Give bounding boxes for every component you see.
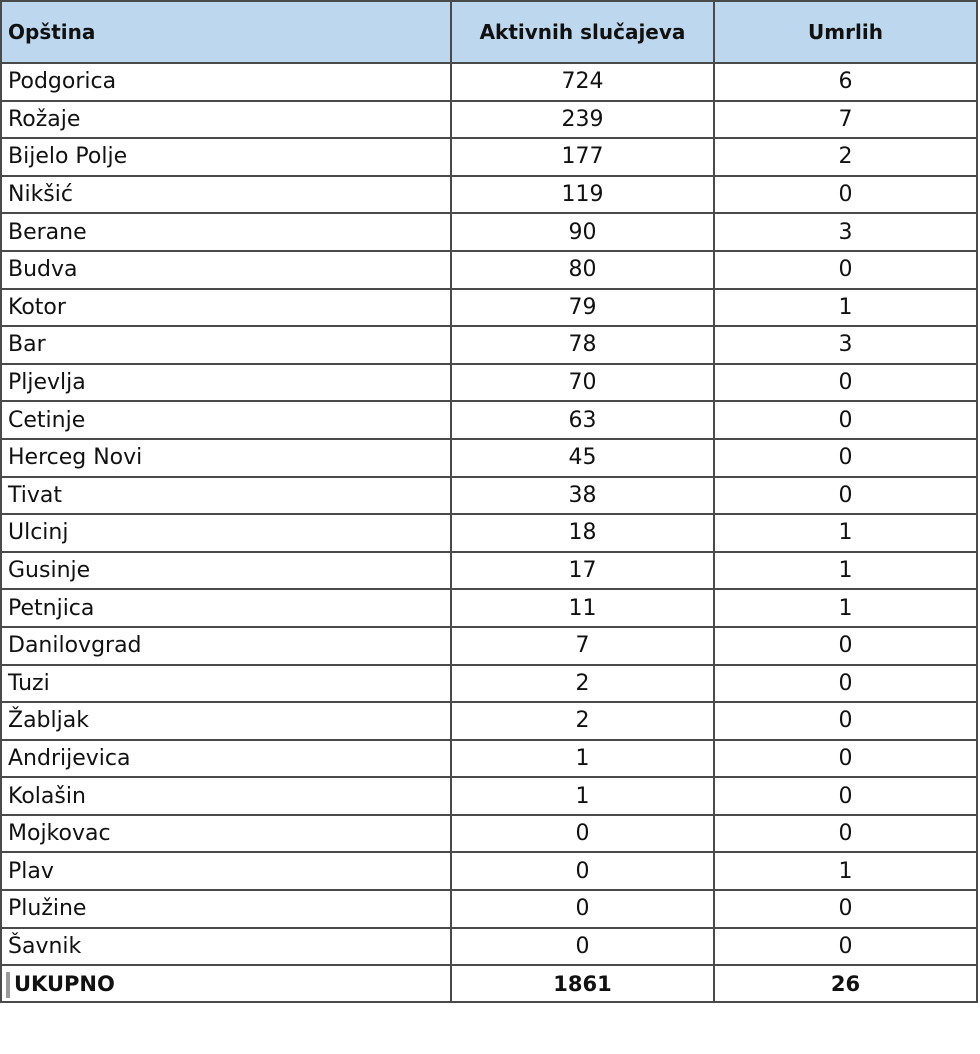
total-active-cases[interactable]: 1861 — [451, 965, 714, 1002]
deaths-cell[interactable]: 0 — [714, 401, 977, 439]
header-municipality[interactable]: Opština — [1, 1, 451, 63]
deaths-cell[interactable]: 0 — [714, 777, 977, 815]
table-row — [1, 101, 977, 139]
table-row — [1, 589, 977, 627]
deaths-cell[interactable]: 0 — [714, 477, 977, 515]
table-row — [1, 477, 977, 515]
deaths-cell[interactable]: 6 — [714, 63, 977, 101]
municipality-cell[interactable]: Nikšić — [1, 176, 451, 214]
table-row — [1, 289, 977, 327]
municipality-cell[interactable]: Berane — [1, 213, 451, 251]
table-row — [1, 63, 977, 101]
active-cases-cell[interactable]: 70 — [451, 364, 714, 402]
municipality-cell[interactable]: Žabljak — [1, 702, 451, 740]
table-header — [1, 1, 977, 63]
table-row — [1, 401, 977, 439]
table-row — [1, 852, 977, 890]
active-cases-cell[interactable]: 17 — [451, 552, 714, 590]
deaths-cell[interactable]: 0 — [714, 627, 977, 665]
header-deaths[interactable]: Umrlih — [714, 1, 977, 63]
table-body — [1, 63, 977, 965]
municipality-cell[interactable]: Kolašin — [1, 777, 451, 815]
municipality-cell[interactable]: Bijelo Polje — [1, 138, 451, 176]
table-row — [1, 815, 977, 853]
deaths-cell[interactable]: 1 — [714, 552, 977, 590]
municipality-cell[interactable]: Ulcinj — [1, 514, 451, 552]
active-cases-cell[interactable]: 1 — [451, 777, 714, 815]
municipality-cell[interactable]: Cetinje — [1, 401, 451, 439]
table-row — [1, 326, 977, 364]
table-row — [1, 251, 977, 289]
table-row — [1, 213, 977, 251]
table-row — [1, 627, 977, 665]
deaths-cell[interactable]: 0 — [714, 439, 977, 477]
table-row — [1, 439, 977, 477]
active-cases-cell[interactable]: 239 — [451, 101, 714, 139]
municipality-cell[interactable]: Herceg Novi — [1, 439, 451, 477]
active-cases-cell[interactable]: 11 — [451, 589, 714, 627]
active-cases-cell[interactable]: 1 — [451, 740, 714, 778]
deaths-cell[interactable]: 3 — [714, 326, 977, 364]
municipality-cell[interactable]: Tuzi — [1, 665, 451, 703]
active-cases-cell[interactable]: 80 — [451, 251, 714, 289]
municipality-cell[interactable]: Petnjica — [1, 589, 451, 627]
municipality-cell[interactable]: Pljevlja — [1, 364, 451, 402]
table-row — [1, 928, 977, 966]
active-cases-cell[interactable]: 2 — [451, 665, 714, 703]
total-deaths[interactable]: 26 — [714, 965, 977, 1002]
header-active-cases[interactable]: Aktivnih slučajeva — [451, 1, 714, 63]
active-cases-cell[interactable]: 90 — [451, 213, 714, 251]
row-marker — [6, 972, 10, 998]
municipality-cell[interactable]: Plužine — [1, 890, 451, 928]
active-cases-cell[interactable]: 177 — [451, 138, 714, 176]
municipality-cell[interactable]: Danilovgrad — [1, 627, 451, 665]
active-cases-cell[interactable]: 63 — [451, 401, 714, 439]
active-cases-cell[interactable]: 724 — [451, 63, 714, 101]
municipality-cell[interactable]: Andrijevica — [1, 740, 451, 778]
active-cases-cell[interactable]: 79 — [451, 289, 714, 327]
table-row — [1, 364, 977, 402]
deaths-cell[interactable]: 1 — [714, 289, 977, 327]
deaths-cell[interactable]: 0 — [714, 251, 977, 289]
active-cases-cell[interactable]: 0 — [451, 928, 714, 966]
table-row — [1, 740, 977, 778]
active-cases-cell[interactable]: 2 — [451, 702, 714, 740]
deaths-cell[interactable]: 7 — [714, 101, 977, 139]
deaths-cell[interactable]: 0 — [714, 665, 977, 703]
municipality-cell[interactable]: Kotor — [1, 289, 451, 327]
active-cases-cell[interactable]: 119 — [451, 176, 714, 214]
table-row — [1, 890, 977, 928]
total-row — [1, 965, 977, 1002]
total-label: UKUPNO — [14, 971, 115, 996]
table-row — [1, 702, 977, 740]
municipality-cell[interactable]: Šavnik — [1, 928, 451, 966]
municipality-cell[interactable]: Podgorica — [1, 63, 451, 101]
active-cases-cell[interactable]: 0 — [451, 815, 714, 853]
deaths-cell[interactable]: 1 — [714, 589, 977, 627]
deaths-cell[interactable]: 0 — [714, 815, 977, 853]
header-row — [1, 1, 977, 63]
deaths-cell[interactable]: 0 — [714, 890, 977, 928]
active-cases-cell[interactable]: 7 — [451, 627, 714, 665]
table-row — [1, 665, 977, 703]
deaths-cell[interactable]: 0 — [714, 364, 977, 402]
deaths-cell[interactable]: 0 — [714, 740, 977, 778]
deaths-cell[interactable]: 0 — [714, 702, 977, 740]
active-cases-cell[interactable]: 18 — [451, 514, 714, 552]
table-row — [1, 514, 977, 552]
table-row — [1, 138, 977, 176]
active-cases-cell[interactable]: 78 — [451, 326, 714, 364]
deaths-cell[interactable]: 2 — [714, 138, 977, 176]
municipality-cell[interactable]: Budva — [1, 251, 451, 289]
deaths-cell[interactable]: 0 — [714, 928, 977, 966]
active-cases-cell[interactable]: 45 — [451, 439, 714, 477]
deaths-cell[interactable]: 1 — [714, 852, 977, 890]
municipality-cell[interactable]: Gusinje — [1, 552, 451, 590]
deaths-cell[interactable]: 3 — [714, 213, 977, 251]
table-row — [1, 176, 977, 214]
table-footer — [1, 965, 977, 1002]
municipality-cell[interactable]: Mojkovac — [1, 815, 451, 853]
municipality-cell[interactable]: Rožaje — [1, 101, 451, 139]
municipality-cell[interactable]: Bar — [1, 326, 451, 364]
deaths-cell[interactable]: 1 — [714, 514, 977, 552]
municipality-cell[interactable]: Tivat — [1, 477, 451, 515]
active-cases-cell[interactable]: 38 — [451, 477, 714, 515]
table-row — [1, 777, 977, 815]
total-label-cell[interactable] — [1, 965, 451, 1002]
municipality-cell[interactable]: Plav — [1, 852, 451, 890]
table-row — [1, 552, 977, 590]
active-cases-cell[interactable]: 0 — [451, 852, 714, 890]
deaths-cell[interactable]: 0 — [714, 176, 977, 214]
active-cases-cell[interactable]: 0 — [451, 890, 714, 928]
